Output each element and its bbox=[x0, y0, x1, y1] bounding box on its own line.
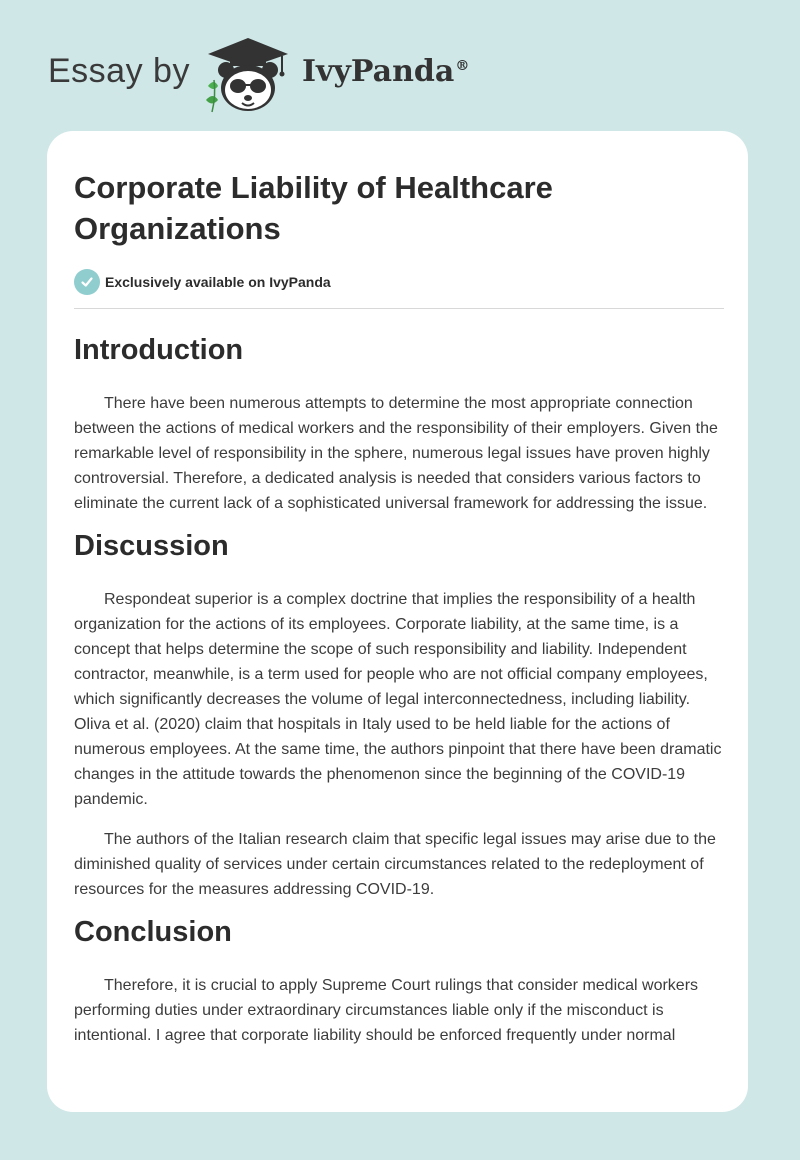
brand-name[interactable] bbox=[302, 54, 469, 89]
section-heading-discussion: Discussion bbox=[74, 530, 229, 562]
divider bbox=[74, 308, 724, 309]
brand-name-text: IvyPanda bbox=[302, 54, 455, 89]
exclusive-badge bbox=[74, 269, 724, 295]
paragraph: The authors of the Italian research claim that specific legal issues may arise due to the diminished quality of services under certain circumstances related to the redeployment of resources for the measures addressing COVID-19. bbox=[74, 831, 716, 898]
page-title: Corporate Liability of Healthcare Organizations bbox=[74, 170, 553, 246]
section-heading-introduction: Introduction bbox=[74, 334, 244, 366]
panda-logo-icon[interactable] bbox=[200, 34, 296, 114]
checkmark-icon bbox=[74, 269, 100, 295]
essay-by-label: Essay by bbox=[48, 52, 190, 90]
site-header bbox=[48, 34, 508, 114]
registered-mark: ® bbox=[455, 58, 470, 74]
essay-content bbox=[74, 167, 724, 1048]
section-heading-conclusion: Conclusion bbox=[74, 916, 232, 948]
exclusive-badge-label: Exclusively available on IvyPanda bbox=[105, 274, 331, 290]
paragraph: Respondeat superior is a complex doctrine that implies the responsibility of a health organization for the actions of its employees. Corporate liability, at the same time, is a concept that helps determine the scope of such responsibility and liability. Independent contractor, meanwhile, is a term used for people who are not official company employees, which significantly decreases the volume of legal interconnectedness, including liability. Oliva et al. (2020) claim that hospitals in Italy used to be held liable for the actions of numerous employees. At the same time, the authors pinpoint that there have been dramatic changes in the attitude towards the phenomenon since the beginning of the COVID-19 pandemic. bbox=[74, 591, 722, 808]
paragraph: There have been numerous attempts to determine the most appropriate connection between the actions of medical workers and the responsibility of their employers. Given the remarkable level of responsibility in the sphere, numerous legal issues have proven highly controversial. Therefore, a dedicated analysis is needed that considers various factors to eliminate the current lack of a sophisticated universal framework for addressing the issue. bbox=[74, 395, 718, 512]
paragraph: Therefore, it is crucial to apply Supreme Court rulings that consider medical workers performing duties under extraordinary circumstances liable only if the misconduct is intentional. I agree that corporate liability should be enforced frequently under normal bbox=[74, 977, 699, 1044]
essay-card bbox=[47, 131, 748, 1112]
